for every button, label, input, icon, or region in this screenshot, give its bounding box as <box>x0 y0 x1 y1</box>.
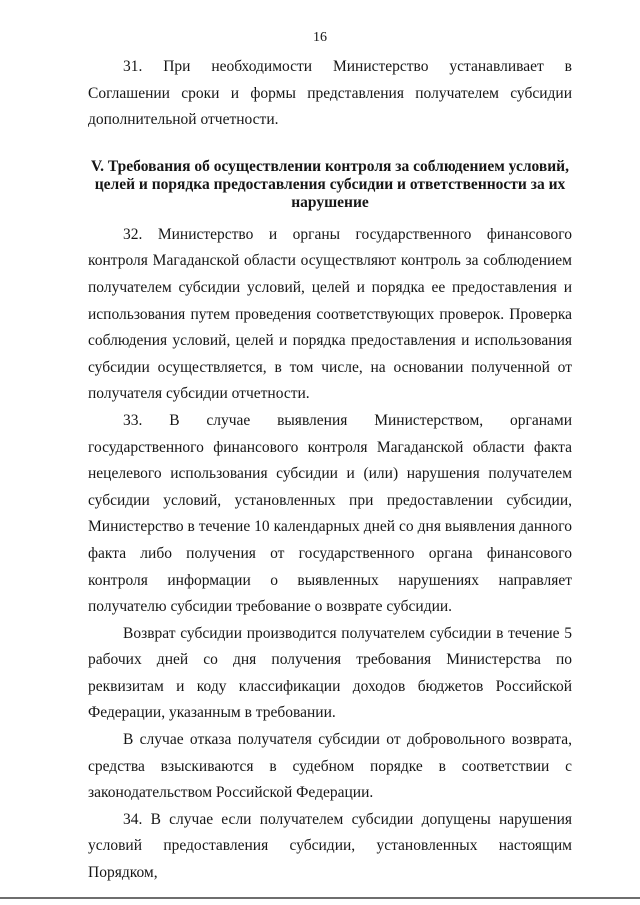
paragraph-31: 31. При необходимости Министерство устанавливает в Соглашении сроки и формы представления получателем субсидии дополнительной отчетности. <box>88 58 572 129</box>
paragraph-33-refund: Возврат субсидии производится получателем субсидии в течение 5 рабочих дней со дня получения требования Министерства по реквизитам и коду классификации доходов бюджетов Российской Федерации, указанным в требовании. <box>88 624 572 722</box>
document-body <box>88 54 572 887</box>
paragraph-32: 32. Министерство и органы государственного финансового контроля Магаданской области осуществляют контроль за соблюдением получателем субсидии условий, целей и порядка ее предоставления и использования путем проведения соответствующих проверок. Проверка соблюдения условий, целей и порядка предоставления и использования субсидии осуществляется, в том числе, на основании полученной от получателя субсидии отчетности. <box>88 225 572 403</box>
paragraph-33-refusal: В случае отказа получателя субсидии от добровольного возврата, средства взыскиваются в судебном порядке в соответствии с законодательством Российской Федерации. <box>88 731 572 802</box>
page-number: 16 <box>313 30 327 45</box>
section-heading-text: V. Требования об осуществлении контроля за соблюдением условий, целей и порядка предоставления субсидии и ответственности за их нарушение <box>90 157 569 211</box>
paragraph-34: 34. В случае если получателем субсидии допущены нарушения условий предоставления субсидии, установленных настоящим Порядком, <box>88 810 572 882</box>
paragraph-33: 33. В случае выявления Министерством, органами государственного финансового контроля Магаданской области факта нецелевого использования субсидии и (или) нарушения получателем субсидии условий, установленных при предоставлении субсидии, Министерство в течение 10 календарных дней со дня выявления данного факта либо получения от государственного органа финансового контроля информации о выявленных нарушениях направляет получателю субсидии требование о возврате субсидии. <box>88 411 572 616</box>
section-heading <box>88 158 572 212</box>
bottom-edge-line <box>0 897 640 899</box>
